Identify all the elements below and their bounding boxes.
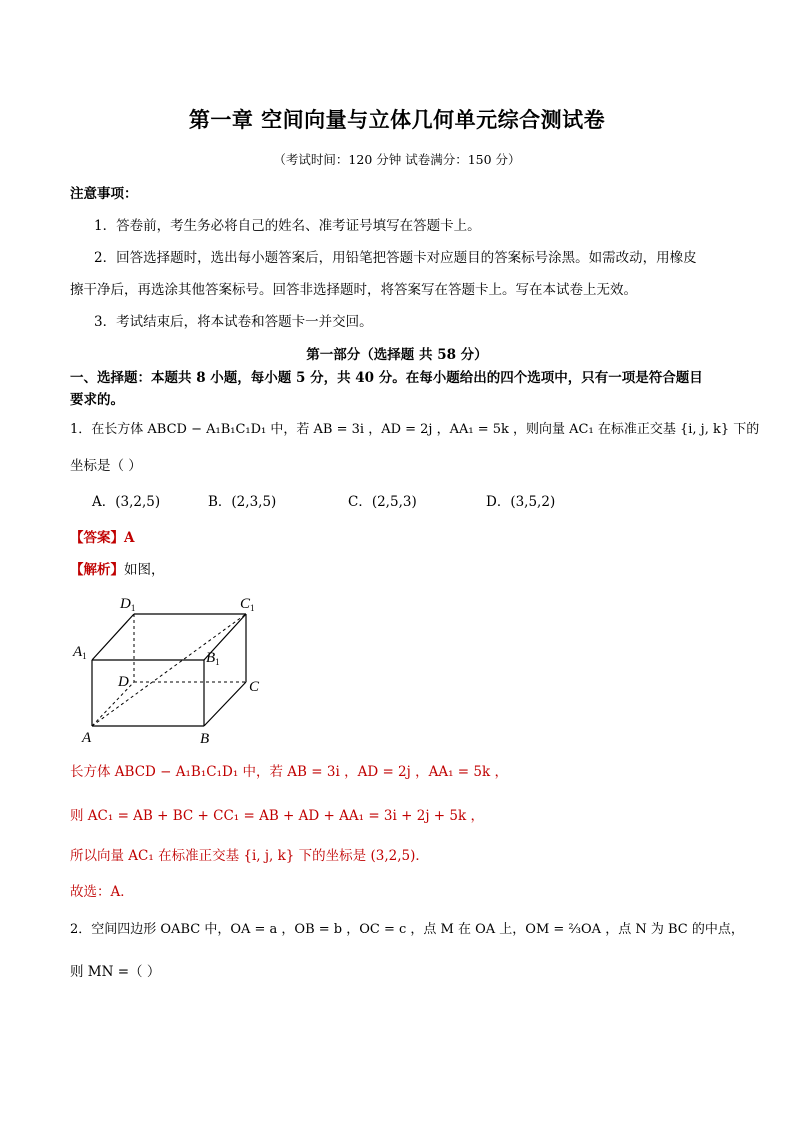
exam-info: （考试时间：120 分钟 试卷满分：150 分） — [273, 152, 521, 167]
question-2-stem: 2．空间四边形 OABC 中，OA = a ，OB = b ，OC = c ，点 M 在 OA 上，OM = ⅔OA ，点 N 为 BC 的中点， — [70, 922, 744, 937]
solution-line-2: 则 AC₁ = AB + BC + CC₁ = AB + AD + AA₁ = 3i + 2j + 5k ， — [70, 808, 484, 824]
edge-a1d1 — [92, 614, 134, 660]
label-c: C — [249, 679, 260, 695]
label-b: B — [200, 731, 210, 747]
option-c: C．(2,5,3) — [348, 494, 417, 510]
label-c1: $C_1$ — [240, 596, 255, 613]
section-heading-cont: 要求的。 — [70, 392, 124, 408]
notice-item-1: 1．答卷前，考生务必将自己的姓名、准考证号填写在答题卡上。 — [94, 218, 481, 234]
option-b: B．(2,3,5) — [208, 494, 277, 510]
question-1-stem: 1．在长方体 ABCD − A₁B₁C₁D₁ 中，若 AB = 3i ，AD = 2j ，AA₁ = 5k ，则向量 AC₁ 在标准正交基 {i, j, k} 下的 — [70, 422, 760, 437]
notice-item-2: 2．回答选择题时，选出每小题答案后，用铅笔把答题卡对应题目的答案标号涂黑。如需改动，用橡皮 — [94, 250, 697, 266]
page-title: 第一章 空间向量与立体几何单元综合测试卷 — [188, 108, 606, 132]
label-a: A — [82, 730, 92, 746]
section-heading: 一、选择题：本题共 8 小题，每小题 5 分，共 40 分。在每小题给出的四个选项中，只有一项是符合题目 — [70, 370, 703, 386]
analysis-line — [70, 560, 165, 580]
edge-bc — [204, 682, 246, 726]
option-d: D．(3,5,2) — [486, 494, 556, 510]
notice-heading: 注意事项： — [70, 186, 138, 202]
notice-item-3: 3．考试结束后，将本试卷和答题卡一并交回。 — [94, 314, 373, 330]
label-d: D — [118, 674, 129, 690]
analysis-tag: 【解析】 — [70, 562, 124, 578]
notice-item-2-cont: 擦干净后，再选涂其他答案标号。回答非选择题时，将答案写在答题卡上。写在本试卷上无效。 — [70, 282, 637, 298]
answer-value: A — [124, 530, 135, 546]
option-a: A．(3,2,5) — [92, 494, 161, 510]
solution-line-4: 故选：A． — [70, 884, 134, 900]
cuboid-figure — [70, 590, 270, 750]
analysis-text: 如图， — [124, 562, 165, 578]
label-a1: $A_1$ — [73, 644, 87, 661]
solution-line-1: 长方体 ABCD − A₁B₁C₁D₁ 中，若 AB = 3i ，AD = 2j ，AA₁ = 5k ， — [70, 764, 508, 780]
answer-tag: 【答案】 — [70, 530, 124, 546]
label-d1: $D_1$ — [120, 596, 136, 613]
diagonal-ac1 — [92, 614, 246, 726]
question-2-stem-cont: 则 MN =（ ） — [70, 964, 161, 980]
answer-line — [70, 528, 134, 548]
label-b1: $B_1$ — [206, 650, 220, 667]
part-heading: 第一部分（选择题 共 58 分） — [306, 347, 488, 363]
question-1-stem-cont: 坐标是（ ） — [70, 458, 142, 474]
solution-line-3: 所以向量 AC₁ 在标准正交基 {i, j, k} 下的坐标是 (3,2,5)． — [70, 848, 429, 864]
